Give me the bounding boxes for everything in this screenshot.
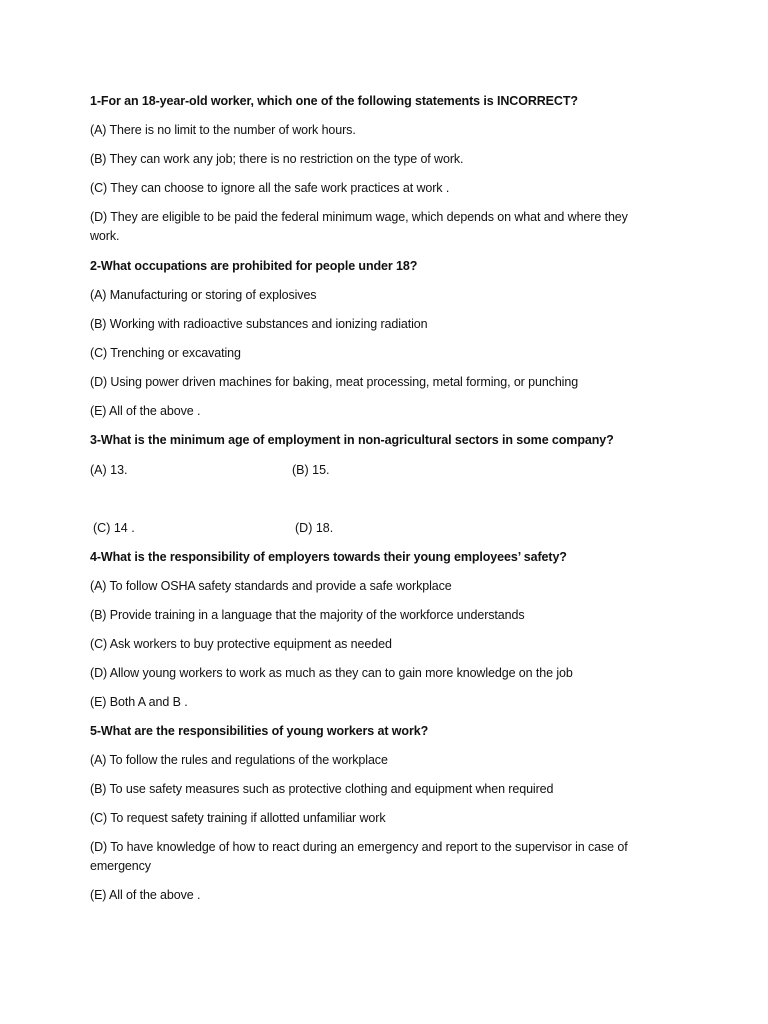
- question-3-options-row-1: [90, 461, 490, 480]
- question-5-text: 5-What are the responsibilities of young workers at work?: [90, 724, 429, 738]
- question-2-text: 2-What occupations are prohibited for people under 18?: [90, 259, 418, 273]
- question-2-option-a: (A) Manufacturing or storing of explosives: [90, 288, 317, 302]
- question-3-option-a: (A) 13.: [90, 463, 128, 477]
- question-2-option-c: (C) Trenching or excavating: [90, 346, 241, 360]
- question-3-text: 3-What is the minimum age of employment in non-agricultural sectors in some company?: [90, 433, 614, 447]
- question-4-option-a: (A) To follow OSHA safety standards and provide a safe workplace: [90, 579, 452, 593]
- question-4-text: 4-What is the responsibility of employers towards their young employees’ safety?: [90, 550, 567, 564]
- question-5-option-a: (A) To follow the rules and regulations of the workplace: [90, 753, 388, 767]
- question-2-option-d: (D) Using power driven machines for baking, meat processing, metal forming, or punching: [90, 375, 579, 389]
- question-5-option-e: (E) All of the above .: [90, 888, 201, 902]
- question-3-option-b: (B) 15.: [292, 463, 330, 477]
- question-4-option-b: (B) Provide training in a language that the majority of the workforce understands: [90, 608, 525, 622]
- question-5-option-d: (D) To have knowledge of how to react during an emergency and report to the supervisor in case of emergency: [90, 840, 628, 873]
- question-1-option-b: (B) They can work any job; there is no restriction on the type of work.: [90, 152, 464, 166]
- question-3-options-row-2: [90, 519, 490, 538]
- question-5-option-c: (C) To request safety training if allotted unfamiliar work: [90, 811, 386, 825]
- question-4-option-c: (C) Ask workers to buy protective equipment as needed: [90, 637, 392, 651]
- question-4-option-e: (E) Both A and B .: [90, 695, 188, 709]
- question-1-option-d: (D) They are eligible to be paid the federal minimum wage, which depends on what and where they work.: [90, 210, 628, 243]
- question-2-option-e: (E) All of the above .: [90, 404, 201, 418]
- question-1-option-a: (A) There is no limit to the number of work hours.: [90, 123, 356, 137]
- question-5-option-b: (B) To use safety measures such as protective clothing and equipment when required: [90, 782, 554, 796]
- question-3-option-c: (C) 14 .: [93, 521, 135, 535]
- question-1-text: 1-For an 18-year-old worker, which one of the following statements is INCORRECT?: [90, 94, 578, 108]
- question-1-option-c: (C) They can choose to ignore all the safe work practices at work .: [90, 181, 450, 195]
- question-2-option-b: (B) Working with radioactive substances and ionizing radiation: [90, 317, 428, 331]
- question-4-option-d: (D) Allow young workers to work as much as they can to gain more knowledge on the job: [90, 666, 573, 680]
- question-3-option-d: (D) 18.: [295, 521, 334, 535]
